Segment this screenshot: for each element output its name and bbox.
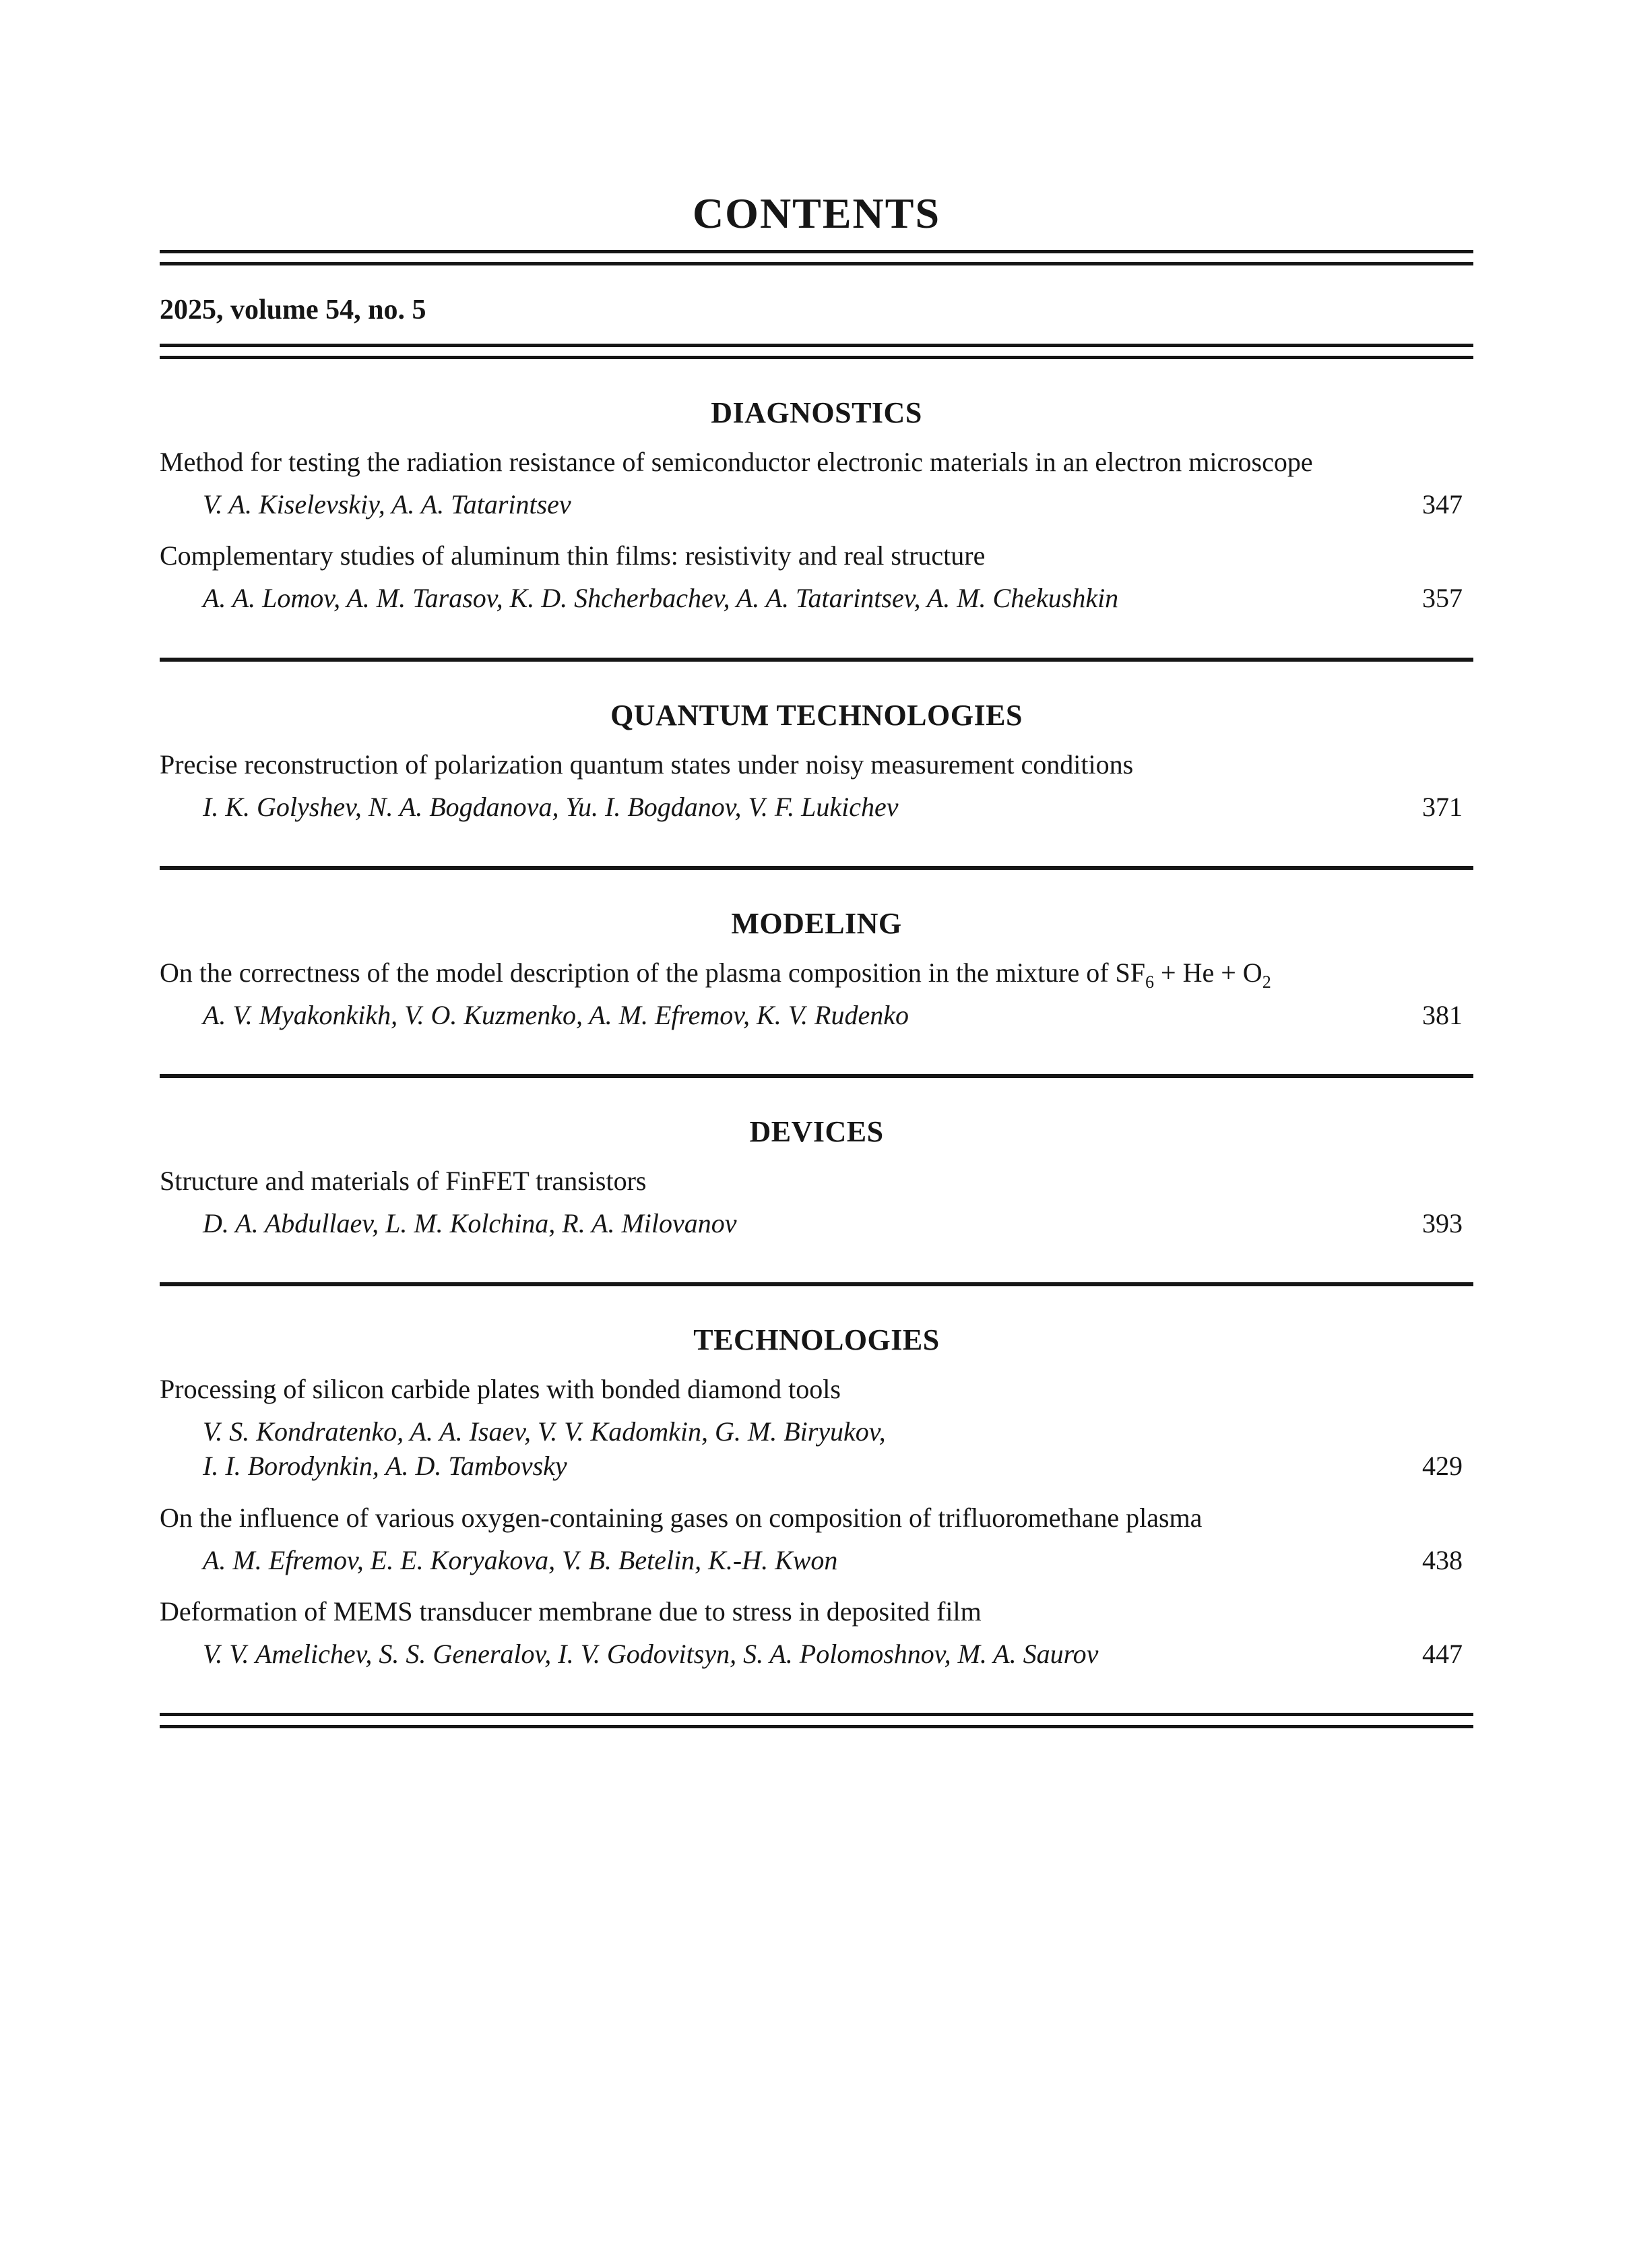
- title-subscript: 6: [1145, 972, 1155, 992]
- section-heading: DEVICES: [749, 1115, 884, 1149]
- item-authors: [160, 1414, 886, 1483]
- section-heading: MODELING: [731, 906, 902, 940]
- item-title: Processing of silicon carbide plates with bonded diamond tools: [160, 1374, 841, 1405]
- item-title: Precise reconstruction of polarization quantum states under noisy measurement conditions: [160, 749, 1134, 780]
- header-double-rule: [160, 250, 1473, 265]
- item-page-number: 447: [1422, 1638, 1463, 1669]
- authors-line: A. M. Efremov, E. E. Koryakova, V. B. Betelin, K.-H. Kwon: [203, 1544, 838, 1575]
- toc-item: [160, 1373, 1473, 1483]
- item-authors: [160, 998, 909, 1032]
- authors-line: D. A. Abdullaev, L. M. Kolchina, R. A. Milovanov: [203, 1208, 737, 1239]
- item-author-row: [160, 1543, 1473, 1577]
- toc-item: [160, 1595, 1473, 1671]
- item-title: Structure and materials of FinFET transistors: [160, 1166, 647, 1197]
- toc-item: [160, 539, 1473, 615]
- section-separator-rule: [160, 866, 1473, 870]
- title-subscript: 2: [1262, 972, 1271, 992]
- section-heading: DIAGNOSTICS: [711, 396, 922, 430]
- toc-item: [160, 445, 1473, 522]
- item-title: Deformation of MEMS transducer membrane due to stress in deposited film: [160, 1596, 982, 1627]
- item-author-row: [160, 581, 1473, 615]
- item-page-number: 347: [1422, 489, 1463, 520]
- item-author-row: [160, 998, 1473, 1032]
- item-page-number: 393: [1422, 1208, 1463, 1239]
- item-authors: [160, 1206, 737, 1240]
- section-heading: QUANTUM TECHNOLOGIES: [610, 698, 1023, 732]
- title-text: + He + O: [1154, 957, 1262, 988]
- section-technologies: [160, 1325, 1473, 1671]
- item-authors: [160, 581, 1118, 615]
- authors-line: V. A. Kiselevskiy, A. A. Tatarintsev: [203, 489, 571, 520]
- authors-line: I. K. Golyshev, N. A. Bogdanova, Yu. I. Bogdanov, V. F. Lukichev: [203, 791, 899, 822]
- authors-line: A. A. Lomov, A. M. Tarasov, K. D. Shcherbachev, A. A. Tatarintsev, A. M. Chekushkin: [203, 583, 1119, 614]
- toc-item: [160, 748, 1473, 824]
- toc-item: [160, 1501, 1473, 1577]
- item-page-number: 357: [1422, 583, 1463, 614]
- section-devices: [160, 1117, 1473, 1240]
- item-page-number: 381: [1422, 999, 1463, 1030]
- authors-line: A. V. Myakonkikh, V. O. Kuzmenko, A. M. Efremov, K. V. Rudenko: [203, 999, 909, 1030]
- item-authors: [160, 1637, 1098, 1671]
- section-modeling: [160, 906, 1473, 1032]
- item-title: Method for testing the radiation resistance of semiconductor electronic materials in an electron microscope: [160, 447, 1313, 478]
- item-author-row: [160, 790, 1473, 824]
- authors-line: V. V. Amelichev, S. S. Generalov, I. V. Godovitsyn, S. A. Polomoshnov, M. A. Saurov: [203, 1638, 1099, 1669]
- item-page-number: 438: [1422, 1544, 1463, 1575]
- section-heading: TECHNOLOGIES: [693, 1323, 940, 1357]
- section-separator-rule: [160, 1074, 1473, 1078]
- toc-item: [160, 956, 1473, 1032]
- item-authors: [160, 1543, 837, 1577]
- section-quantum-technologies: [160, 698, 1473, 824]
- section-separator-rule: [160, 1282, 1473, 1286]
- item-author-row: [160, 1206, 1473, 1240]
- toc-item: [160, 1164, 1473, 1240]
- page-title: CONTENTS: [692, 189, 941, 237]
- item-title: [160, 956, 1473, 990]
- issue-line: 2025, volume 54, no. 5: [160, 294, 426, 325]
- section-diagnostics: [160, 398, 1473, 615]
- item-title: On the influence of various oxygen-containing gases on composition of trifluoromethane plasma: [160, 1502, 1203, 1533]
- item-author-row: [160, 1414, 1473, 1483]
- section-separator-rule: [160, 658, 1473, 662]
- authors-line: I. I. Borodynkin, A. D. Tambovsky: [203, 1451, 567, 1482]
- item-author-row: [160, 487, 1473, 522]
- title-text: On the correctness of the model description of the plasma composition in the mixture of SF: [160, 957, 1146, 988]
- item-authors: [160, 487, 571, 522]
- item-page-number: 371: [1422, 791, 1463, 822]
- authors-line: V. S. Kondratenko, A. A. Isaev, V. V. Kadomkin, G. M. Biryukov,: [203, 1416, 886, 1447]
- bottom-double-rule: [160, 1713, 1473, 1728]
- item-authors: [160, 790, 898, 824]
- item-author-row: [160, 1637, 1473, 1671]
- item-title: Complementary studies of aluminum thin films: resistivity and real structure: [160, 540, 986, 571]
- item-page-number: 429: [1422, 1451, 1463, 1482]
- issue-double-rule: [160, 344, 1473, 359]
